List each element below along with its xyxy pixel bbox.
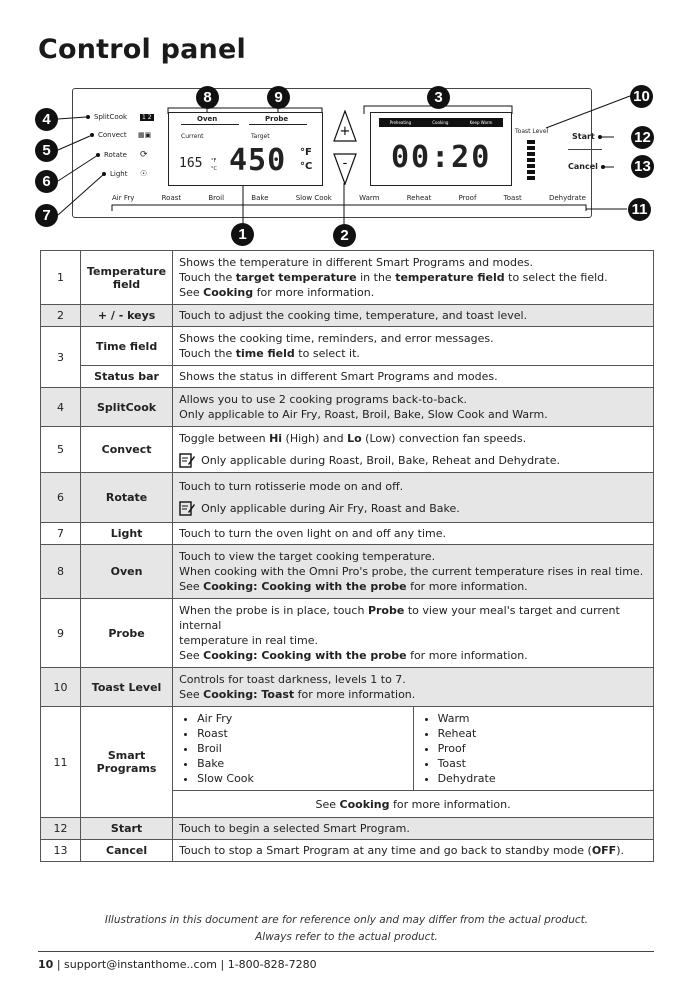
toast-level-label: Toast Level	[515, 128, 549, 135]
callout-3: 3	[427, 86, 450, 109]
light-button[interactable]	[102, 169, 147, 178]
row-number: 10	[41, 668, 81, 707]
start-label: Start	[572, 132, 595, 141]
row-description	[173, 327, 654, 366]
splitcook-label: SplitCook	[94, 113, 128, 121]
rotate-icon: ⟳	[140, 150, 148, 160]
row-number: 6	[41, 473, 81, 523]
table-row	[41, 707, 654, 791]
callout-9: 9	[267, 86, 290, 109]
indicator-dot	[90, 133, 94, 137]
row-description	[173, 427, 654, 473]
control-reference-table	[40, 250, 654, 862]
row-description	[173, 251, 654, 305]
row-name: Smart Programs	[81, 707, 173, 818]
row-name: Start	[81, 818, 173, 840]
table-row	[41, 840, 654, 862]
row-name: Cancel	[81, 840, 173, 862]
desc-line: See Cooking: Cooking with the probe for more information.	[179, 580, 528, 593]
status-cooking: Cooking	[432, 120, 449, 125]
callout-8: 8	[196, 86, 219, 109]
callout-4: 4	[35, 108, 58, 131]
table-row	[41, 427, 654, 473]
row-name: Toast Level	[81, 668, 173, 707]
indicator-dot	[86, 115, 90, 119]
row-name: Convect	[81, 427, 173, 473]
status-keep-warm: Keep Warm	[469, 120, 493, 125]
callout-6: 6	[35, 170, 58, 193]
toast-bar	[527, 176, 535, 180]
row-name: + / - keys	[81, 305, 173, 327]
list-item: • Air Fry	[197, 711, 402, 726]
row-name: SplitCook	[81, 388, 173, 427]
program-warm[interactable]: Warm	[359, 194, 380, 202]
disclaimer-line-1: Illustrations in this document are for reference only and may differ from the actual product.	[104, 914, 589, 926]
contact-info: | support@instanthome..com | 1-800-828-7280	[56, 958, 317, 971]
program-bake[interactable]: Bake	[251, 194, 269, 202]
page-title: Control panel	[38, 34, 246, 65]
list-item: • Reheat	[438, 726, 643, 741]
table-row	[41, 668, 654, 707]
unit-f: °F	[300, 147, 312, 158]
target-temperature[interactable]: 450	[229, 143, 287, 178]
toast-bar	[527, 152, 535, 156]
plus-key[interactable]	[333, 110, 357, 142]
callout-1: 1	[231, 223, 254, 246]
table-row	[41, 251, 654, 305]
page-footer	[38, 958, 317, 971]
page-number: 10	[38, 958, 54, 971]
toast-bar	[527, 170, 535, 174]
table-row	[41, 545, 654, 599]
time-value: 00:20	[391, 140, 492, 175]
toast-bar	[527, 140, 535, 144]
desc-line: temperature in real time.	[179, 634, 318, 647]
row-description	[173, 473, 654, 523]
callout-7: 7	[35, 204, 58, 227]
fan-icon: ▦▣	[138, 131, 152, 139]
row-name: Temperature field	[81, 251, 173, 305]
indicator-dot	[601, 165, 605, 169]
disclaimer-line-2: Always refer to the actual product.	[255, 931, 438, 943]
note	[179, 500, 647, 516]
list-item: • Dehydrate	[438, 771, 643, 786]
row-number: 1	[41, 251, 81, 305]
desc-line: When the probe is in place, touch Probe to view your meal's target and current internal	[179, 604, 620, 632]
row-name: Time field	[81, 327, 173, 366]
row-number: 2	[41, 305, 81, 327]
start-button[interactable]	[572, 132, 602, 141]
desc-line: Shows the cooking time, reminders, and error messages.	[179, 332, 494, 345]
table-row	[41, 523, 654, 545]
desc-line: Touch to turn rotisserie mode on and off.	[179, 480, 404, 493]
desc-line: Toggle between Hi (High) and Lo (Low) convection fan speeds.	[179, 432, 527, 445]
callout-11: 11	[628, 198, 651, 221]
status-preheating: Preheating	[389, 120, 412, 125]
row-number: 13	[41, 840, 81, 862]
note-text: Only applicable during Air Fry, Roast and Bake.	[201, 501, 460, 515]
probe-tab[interactable]: Probe	[265, 115, 289, 123]
row-description: See Cooking for more information.	[173, 791, 654, 818]
desc-line: See Cooking for more information.	[179, 286, 375, 299]
row-description: Touch to turn the oven light on and off any time.	[173, 523, 654, 545]
unit-c: °C	[300, 161, 313, 172]
time-display[interactable]	[370, 112, 512, 186]
list-item: • Warm	[438, 711, 643, 726]
oven-tab-underline	[181, 124, 239, 125]
temperature-display[interactable]	[168, 112, 323, 186]
row-name: Status bar	[81, 366, 173, 388]
indicator-dot	[598, 135, 602, 139]
row-description	[173, 388, 654, 427]
divider	[568, 149, 602, 150]
callout-13: 13	[631, 155, 654, 178]
table-row	[41, 388, 654, 427]
minus-symbol: -	[342, 156, 348, 171]
row-description	[173, 599, 654, 668]
desc-line: Allows you to use 2 cooking programs back-to-back.	[179, 393, 467, 406]
desc-line: Shows the temperature in different Smart Programs and modes.	[179, 256, 533, 269]
row-name: Rotate	[81, 473, 173, 523]
note-text: Only applicable during Roast, Broil, Bake, Reheat and Dehydrate.	[201, 453, 560, 467]
toast-bar	[527, 158, 535, 162]
smart-programs-row	[112, 194, 586, 202]
toast-level-bars[interactable]	[527, 140, 535, 180]
row-number: 9	[41, 599, 81, 668]
program-reheat[interactable]: Reheat	[406, 194, 432, 202]
target-label: Target	[251, 133, 270, 140]
row-description: Touch to adjust the cooking time, temperature, and toast level.	[173, 305, 654, 327]
row-name: Oven	[81, 545, 173, 599]
row-description: Shows the status in different Smart Programs and modes.	[173, 366, 654, 388]
row-number: 8	[41, 545, 81, 599]
table-row	[41, 473, 654, 523]
desc-line: When cooking with the Omni Pro's probe, the current temperature rises in real time.	[179, 565, 644, 578]
note-icon	[179, 452, 195, 468]
callout-10: 10	[630, 85, 653, 108]
plus-symbol: +	[339, 124, 351, 139]
oven-tab[interactable]: Oven	[197, 115, 218, 123]
cancel-button[interactable]	[568, 162, 605, 171]
bulb-icon: ☉	[140, 169, 148, 178]
indicator-dot	[96, 153, 100, 157]
program-dehydrate[interactable]: Dehydrate	[548, 194, 586, 202]
program-list-left	[173, 707, 413, 790]
row-number: 5	[41, 427, 81, 473]
row-number: 4	[41, 388, 81, 427]
row-number: 11	[41, 707, 81, 818]
footer-divider	[38, 951, 654, 952]
table-row	[41, 599, 654, 668]
program-list-right	[413, 707, 653, 790]
current-label: Current	[181, 133, 204, 140]
table-row	[41, 366, 654, 388]
cancel-label: Cancel	[568, 162, 598, 171]
row-number: 12	[41, 818, 81, 840]
current-unit-f: °F	[211, 158, 217, 164]
current-temperature: 165	[179, 156, 203, 171]
row-number: 3	[41, 327, 81, 388]
note-icon	[179, 500, 195, 516]
rotate-button[interactable]	[96, 150, 148, 160]
table-row	[41, 327, 654, 366]
program-toast[interactable]: Toast	[503, 194, 522, 202]
row-description: Touch to stop a Smart Program at any time and go back to standby mode (OFF).	[173, 840, 654, 862]
desc-line: Touch the target temperature in the temperature field to select the field.	[179, 271, 608, 284]
splitcook-button[interactable]	[86, 113, 154, 121]
row-name: Probe	[81, 599, 173, 668]
callout-5: 5	[35, 139, 58, 162]
minus-key[interactable]	[333, 153, 357, 185]
row-number: 7	[41, 523, 81, 545]
probe-tab-underline	[249, 124, 307, 125]
desc-line: Controls for toast darkness, levels 1 to 7.	[179, 673, 406, 686]
convect-label: Convect	[98, 131, 127, 139]
status-bar	[379, 118, 503, 127]
table-row	[41, 818, 654, 840]
callout-12: 12	[631, 126, 654, 149]
program-broil[interactable]: Broil	[208, 194, 225, 202]
program-list-cell	[173, 707, 654, 791]
desc-line: Only applicable to Air Fry, Roast, Broil, Bake, Slow Cook and Warm.	[179, 408, 548, 421]
indicator-dot	[102, 172, 106, 176]
list-item: • Toast	[438, 756, 643, 771]
current-unit-c: °C	[211, 166, 217, 172]
desc-line: See Cooking: Toast for more information.	[179, 688, 416, 701]
list-item: • Bake	[197, 756, 402, 771]
list-item: • Broil	[197, 741, 402, 756]
table-row	[41, 305, 654, 327]
row-name: Light	[81, 523, 173, 545]
list-item: • Slow Cook	[197, 771, 402, 786]
program-air-fry[interactable]: Air Fry	[112, 194, 135, 202]
list-item: • Proof	[438, 741, 643, 756]
program-proof[interactable]: Proof	[458, 194, 477, 202]
splitcook-steps-badge: 1 2	[142, 113, 152, 121]
row-description: Touch to begin a selected Smart Program.	[173, 818, 654, 840]
row-description	[173, 668, 654, 707]
desc-line: Touch to view the target cooking temperature.	[179, 550, 436, 563]
program-slow-cook[interactable]: Slow Cook	[295, 194, 332, 202]
toast-bar	[527, 164, 535, 168]
list-item: • Roast	[197, 726, 402, 741]
note	[179, 452, 647, 468]
rotate-label: Rotate	[104, 151, 127, 159]
convect-button[interactable]	[90, 131, 151, 139]
desc-line: Touch the time field to select it.	[179, 347, 360, 360]
light-label: Light	[110, 169, 128, 178]
callout-2: 2	[333, 224, 356, 247]
row-description	[173, 545, 654, 599]
program-roast[interactable]: Roast	[161, 194, 182, 202]
desc-line: See Cooking: Cooking with the probe for more information.	[179, 649, 528, 662]
toast-bar	[527, 146, 535, 150]
